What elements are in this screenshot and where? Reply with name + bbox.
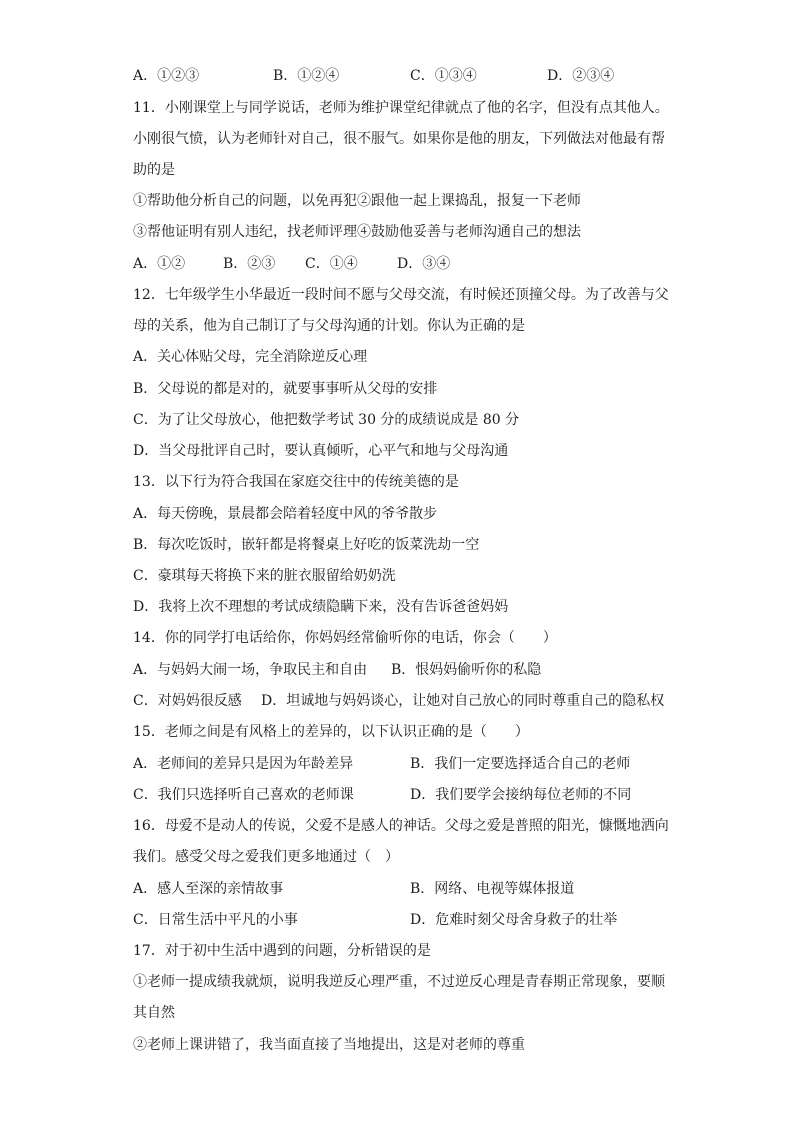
option-d: D．③④ bbox=[397, 256, 451, 272]
question-12-option-b: B．父母说的都是对的，就要事事听从父母的安排 bbox=[133, 381, 438, 397]
option-b: B．①②④ bbox=[273, 68, 340, 84]
question-13-option-b: B．每次吃饭时，嵌轩都是将餐桌上好吃的饭菜洗劫一空 bbox=[133, 537, 480, 553]
option-b: B．②③ bbox=[223, 256, 276, 272]
question-17-item-2: ②老师上课讲错了，我当面直接了当地提出，这是对老师的尊重 bbox=[133, 1037, 525, 1053]
question-17-item-1-line-2: 其自然 bbox=[133, 1005, 175, 1021]
question-11-stem-line-3: 助的是 bbox=[133, 162, 175, 178]
question-12-option-a: A．关心体贴父母，完全消除逆反心理 bbox=[133, 349, 368, 365]
option-a: A．①② bbox=[133, 256, 186, 272]
question-11-stem-line-1: 11．小刚课堂上与同学说话，老师为维护课堂纪律就点了他的名字，但没有点其他人。 bbox=[133, 100, 669, 116]
question-12-stem-line-2: 母的关系，他为自己制订了与父母沟通的计划。你认为正确的是 bbox=[133, 318, 525, 334]
option-c: C．日常生活中平凡的小事 bbox=[133, 912, 298, 928]
question-13-option-c: C．豪琪每天将换下来的脏衣服留给奶奶洗 bbox=[133, 568, 396, 584]
option-c: C．对妈妈很反感 bbox=[133, 693, 242, 709]
option-a: A．感人至深的亲情故事 bbox=[133, 881, 284, 897]
question-17-stem: 17．对于初中生活中遇到的问题，分析错误的是 bbox=[133, 943, 431, 959]
option-a: A．①②③ bbox=[133, 68, 200, 84]
option-b: B．恨妈妈偷听你的私隐 bbox=[391, 662, 542, 678]
option-a: A．与妈妈大闹一场，争取民主和自由 bbox=[133, 662, 368, 678]
option-d: D．②③④ bbox=[547, 68, 615, 84]
question-13-stem: 13．以下行为符合我国在家庭交往中的传统美德的是 bbox=[133, 474, 459, 490]
option-a: A．老师间的差异只是因为年龄差异 bbox=[133, 756, 354, 772]
question-17-item-1-line-1: ①老师一提成绩我就烦，说明我逆反心理严重，不过逆反心理是青春期正常现象，要顺 bbox=[133, 974, 665, 990]
option-b: B．我们一定要选择适合自己的老师 bbox=[410, 756, 631, 772]
option-d: D．坦诚地与妈妈谈心，让她对自己放心的同时尊重自己的隐私权 bbox=[261, 693, 665, 709]
question-16-stem-line-2: 我们。感受父母之爱我们更多地通过（ ） bbox=[133, 849, 399, 865]
option-b: B．网络、电视等媒体报道 bbox=[410, 881, 575, 897]
option-c: C．①④ bbox=[305, 256, 358, 272]
question-12-option-c: C．为了让父母放心，他把数学考试 30 分的成绩说成是 80 分 bbox=[133, 412, 520, 428]
question-11-items-1-2: ①帮助他分析自己的问题，以免再犯②跟他一起上课捣乱，报复一下老师 bbox=[133, 193, 581, 209]
question-13-option-a: A．每天傍晚，景晨都会陪着轻度中风的爷爷散步 bbox=[133, 506, 438, 522]
question-12-option-d: D．当父母批评自己时，要认真倾听，心平气和地与父母沟通 bbox=[133, 443, 509, 459]
option-d: D．我们要学会接纳每位老师的不同 bbox=[410, 787, 632, 803]
question-13-option-d: D．我将上次不理想的考试成绩隐瞒下来，没有告诉爸爸妈妈 bbox=[133, 599, 509, 615]
question-12-stem-line-1: 12．七年级学生小华最近一段时间不愿与父母交流，有时候还顶撞父母。为了改善与父 bbox=[133, 287, 669, 303]
question-11-stem-line-2: 小刚很气愤，认为老师针对自己，很不服气。如果你是他的朋友，下列做法对他最有帮 bbox=[133, 131, 665, 147]
option-d: D．危难时刻父母舍身救子的壮举 bbox=[410, 912, 618, 928]
option-c: C．①③④ bbox=[410, 68, 477, 84]
question-11-items-3-4: ③帮他证明有别人违纪，找老师评理④鼓励他妥善与老师沟通自己的想法 bbox=[133, 224, 581, 240]
option-c: C．我们只选择听自己喜欢的老师课 bbox=[133, 787, 354, 803]
question-16-stem-line-1: 16．母爱不是动人的传说，父爱不是感人的神话。父母之爱是普照的阳光，慷慨地洒向 bbox=[133, 818, 669, 834]
question-14-stem: 14．你的同学打电话给你，你妈妈经常偷听你的电话，你会（ ） bbox=[133, 630, 557, 646]
question-15-stem: 15．老师之间是有风格上的差异的，以下认识正确的是（ ） bbox=[133, 724, 529, 740]
